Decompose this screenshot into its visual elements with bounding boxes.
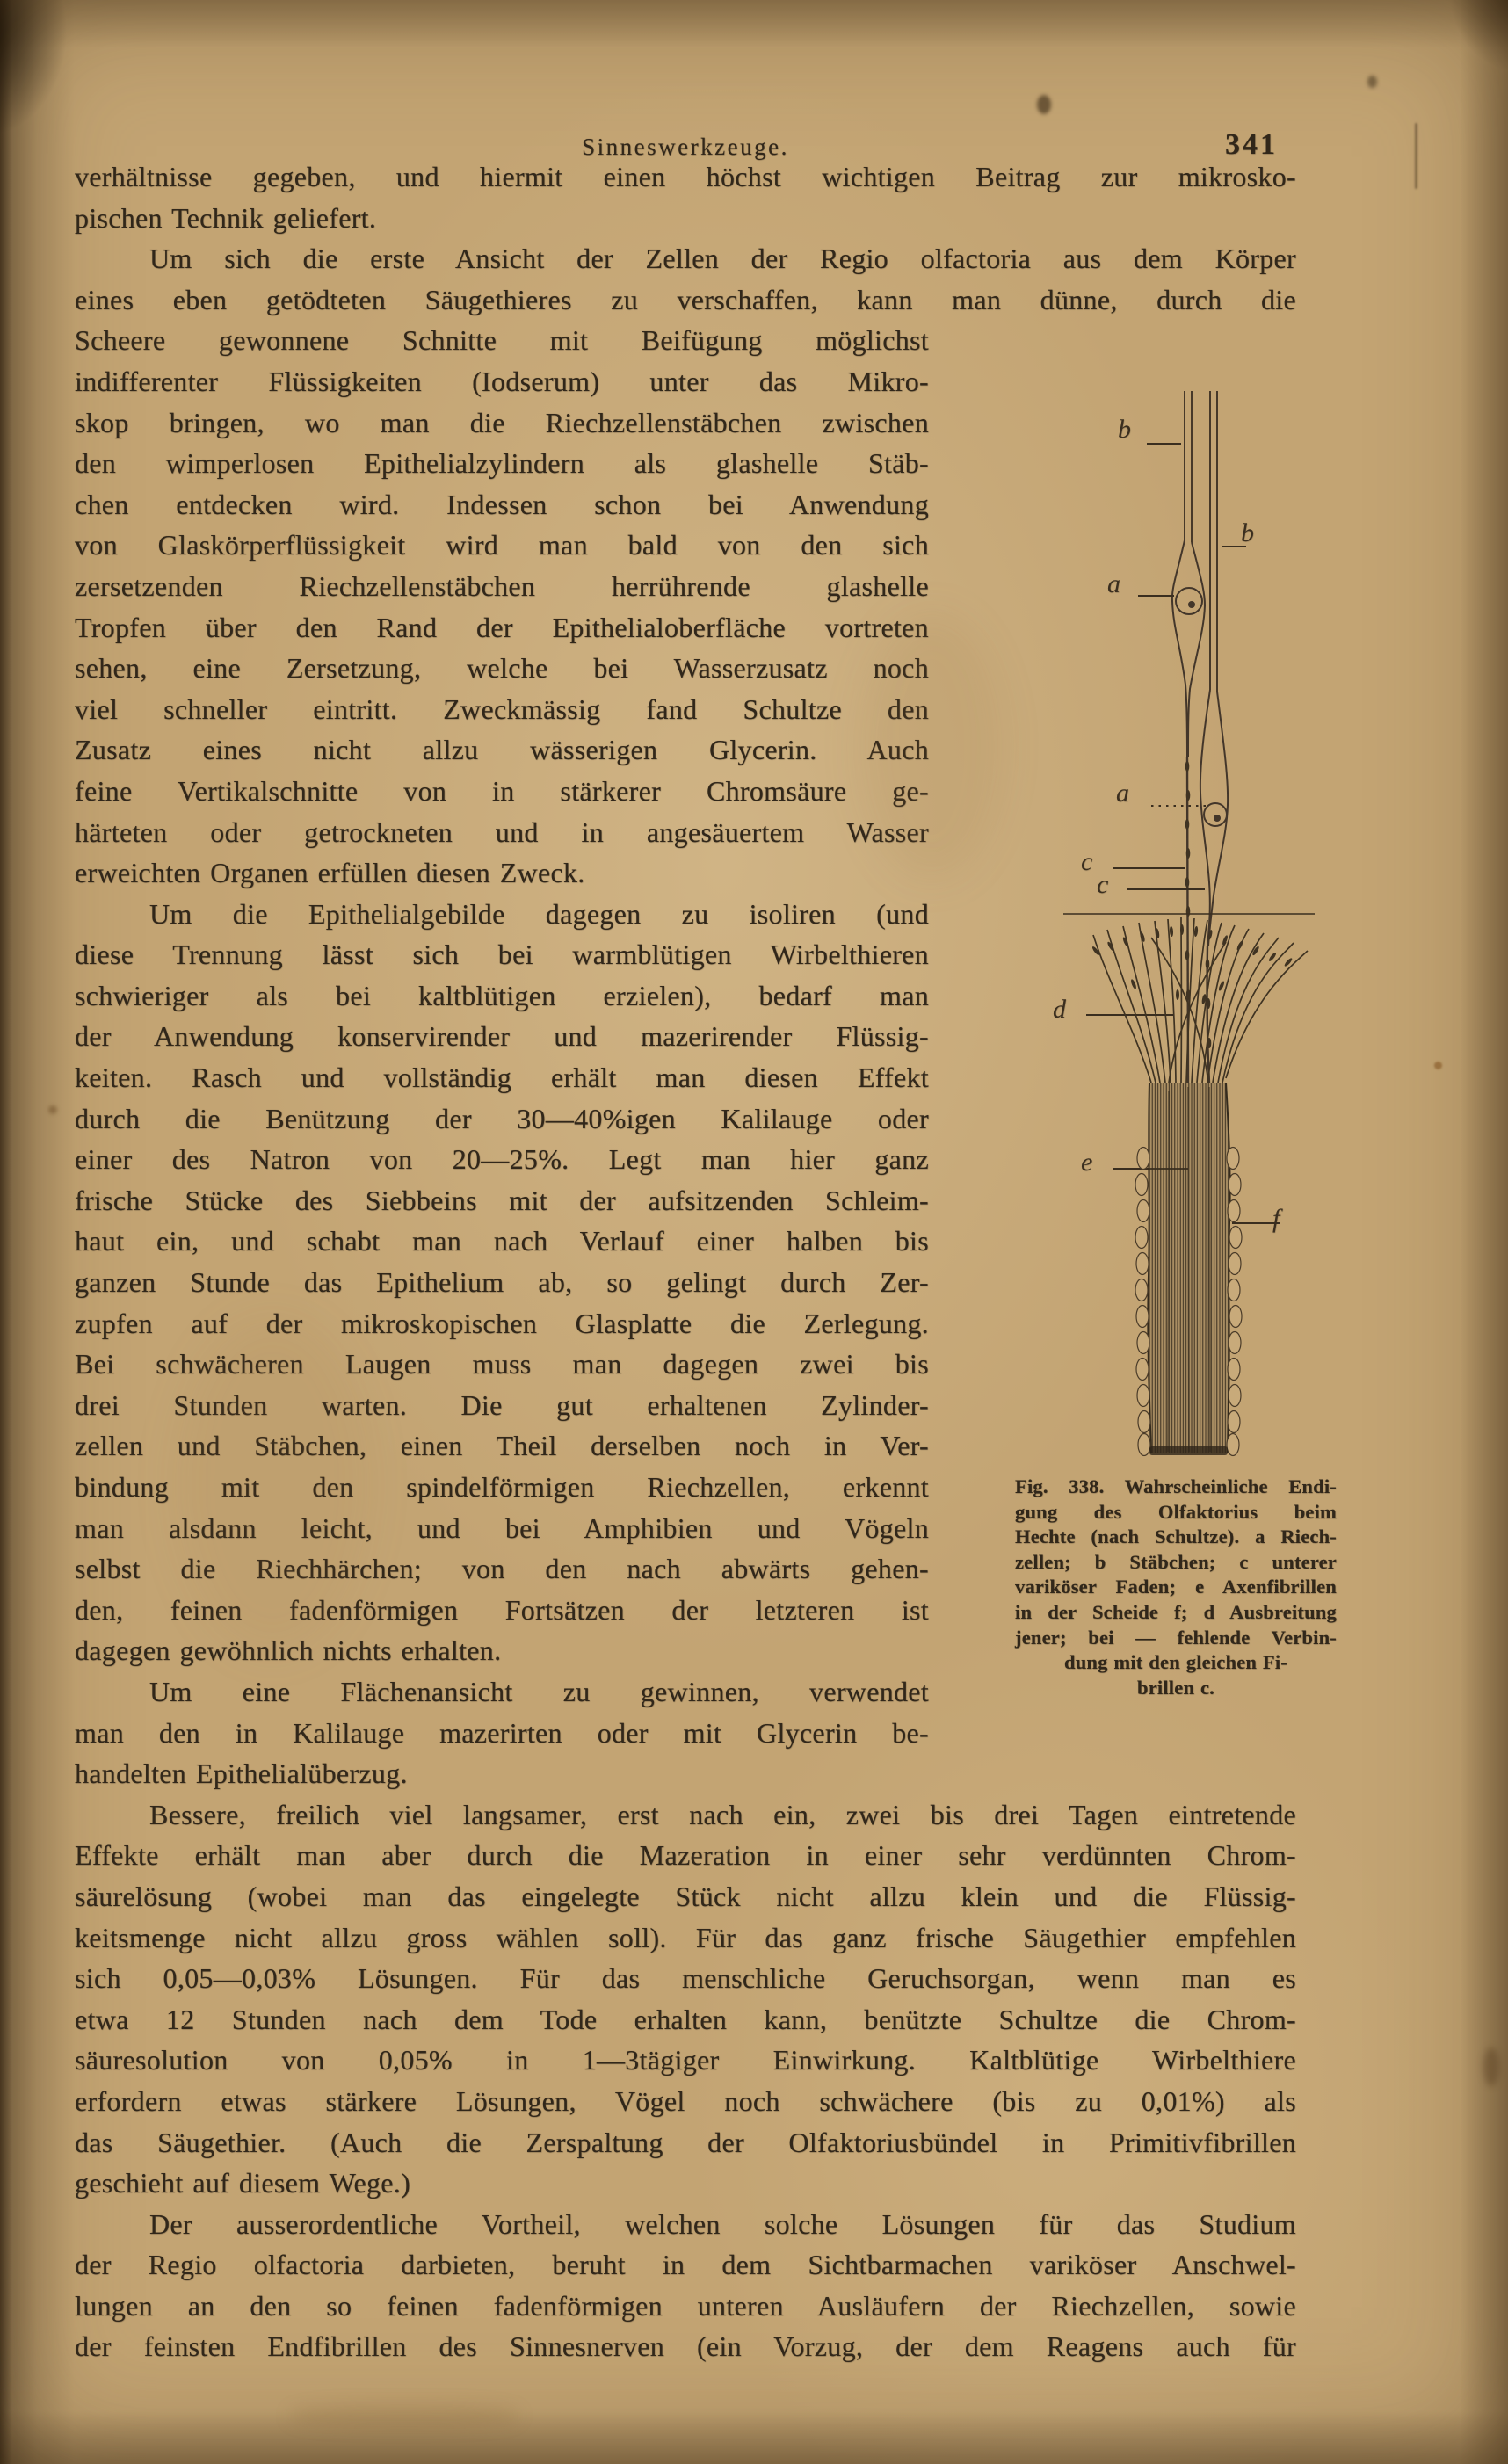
text-line: Der ausserordentliche Vortheil, welchen solche Lösungen für das Studium [149, 2207, 1296, 2240]
figure-label-f: f [1272, 1204, 1280, 1233]
text-line: ganzen Stunde das Epithelium ab, so gelingt durch Zer- [75, 1266, 929, 1299]
text-line: verhältnisse gegeben, und hiermit einen höchst wichtigen Beitrag zur mikrosko- [75, 161, 1296, 192]
text-line: sich 0,05—0,03% Lösungen. Für das menschliche Geruchsorgan, wenn man es [75, 1962, 1296, 1995]
text-line: einer des Natron von 20—25%. Legt man hier ganz [75, 1143, 929, 1176]
paper-stain [1037, 95, 1051, 114]
text-line: härteten oder getrockneten und in angesäuertem Wasser [75, 815, 929, 848]
text-line: dung mit den gleichen Fi- [1063, 1651, 1288, 1674]
text-line: sehen, eine Zersetzung, welche bei Wasserzusatz noch [75, 652, 929, 685]
text-line: Um die Epithelialgebilde dagegen zu isoliren (und [149, 897, 929, 930]
text-line: säurelösung (wobei man das eingelegte Stück nicht allzu klein und die Flüssig- [75, 1880, 1296, 1912]
text-line: bindung mit den spindelförmigen Riechzellen, erkennt [75, 1471, 929, 1503]
text-line: man alsdann leicht, und bei Amphibien und Vögeln [75, 1511, 929, 1544]
paper-crease [1415, 123, 1417, 189]
text-line: erweichten Organen erfüllen diesen Zweck. [75, 857, 585, 889]
paper-stain [48, 1105, 57, 1114]
text-line: keitsmenge nicht allzu gross wählen soll). Für das ganz frische Säugethier empfehlen [75, 1921, 1296, 1953]
paper-stain [1434, 1062, 1442, 1069]
text-line: haut ein, und schabt man nach Verlauf einer halben bis [75, 1225, 929, 1257]
text-line: handelten Epithelialüberzug. [75, 1757, 408, 1790]
text-line: Bessere, freilich viel langsamer, erst nach ein, zwei bis drei Tagen eintretende [149, 1798, 1296, 1830]
text-line: zupfen auf der mikroskopischen Glasplatte die Zerlegung. [75, 1307, 929, 1339]
text-line: Um sich die erste Ansicht der Zellen der Regio olfactoria aus dem Körper [149, 243, 1296, 275]
figure-caption [1015, 1475, 1337, 1700]
text-line: Hechte (nach Schultze). a Riech- [1015, 1526, 1337, 1548]
text-line: erfordern etwas stärkere Lösungen, Vögel noch schwächere (bis zu 0,01%) als [75, 2084, 1296, 2117]
paper-stain [290, 2404, 518, 2427]
figure-label-a-lower: a [1116, 779, 1129, 808]
page-title: Sinneswerkzeuge. [582, 134, 789, 160]
text-line: eines eben getödteten Säugethieres zu verschaffen, kann man dünne, durch die [75, 283, 1296, 315]
text-line: frische Stücke des Siebbeins mit der aufsitzenden Schleim- [75, 1184, 929, 1216]
text-line: skop bringen, wo man die Riechzellenstäbchen zwischen [75, 406, 929, 438]
text-line: man den in Kalilauge mazerirten oder mit Glycerin be- [75, 1716, 929, 1749]
text-line: etwa 12 Stunden nach dem Tode erhalten kann, benützte Schultze die Chrom- [75, 2003, 1296, 2035]
text-line: Scheere gewonnene Schnitte mit Beifügung möglichst [75, 324, 929, 357]
figure-illustration [1002, 380, 1388, 1469]
text-line: den wimperlosen Epithelialzylindern als glashelle Stäb- [75, 447, 929, 480]
text-line: jener; bei — fehlende Verbin- [1015, 1626, 1337, 1649]
text-line: Fig. 338. Wahrscheinliche Endi- [1015, 1475, 1337, 1497]
text-block-top [75, 156, 1296, 320]
text-line: feine Vertikalschnitte von in stärkerer Chromsäure ge- [75, 774, 929, 807]
figure [1002, 380, 1388, 1469]
text-line: Tropfen über den Rand der Epithelialoberfläche vortreten [75, 611, 929, 643]
figure-label-a-upper: a [1107, 569, 1120, 598]
text-line: variköser Faden; e Axenfibrillen [1015, 1576, 1337, 1598]
text-line: brillen c. [1137, 1676, 1214, 1699]
text-line: selbst die Riechhärchen; von den nach abwärts gehen- [75, 1553, 929, 1585]
text-line: schwieriger als bei kaltblütigen erzielen), bedarf man [75, 979, 929, 1011]
text-line: indifferenter Flüssigkeiten (Iodserum) unter das Mikro- [75, 365, 929, 397]
text-line: lungen an den so feinen fadenförmigen unteren Ausläufern der Riechzellen, sowie [75, 2289, 1296, 2322]
text-line: geschieht auf diesem Wege.) [75, 2167, 411, 2199]
paper-stain [1483, 2047, 1499, 2086]
text-line: keiten. Rasch und vollständig erhält man diesen Effekt [75, 1062, 929, 1094]
text-line: der feinsten Endfibrillen des Sinnesnerven (ein Vorzug, der dem Reagens auch für [75, 2330, 1296, 2363]
text-line: den, feinen fadenförmigen Fortsätzen der letzteren ist [75, 1593, 929, 1626]
text-line: gung des Olfaktorius beim [1015, 1500, 1337, 1523]
text-line: in der Scheide f; d Ausbreitung [1015, 1600, 1337, 1623]
figure-label-c-upper: c [1081, 847, 1093, 876]
text-line: säuresolution von 0,05% in 1—3tägiger Einwirkung. Kaltblütige Wirbelthiere [75, 2044, 1296, 2076]
text-line: Bei schwächeren Laugen muss man dagegen zwei bis [75, 1348, 929, 1381]
text-line: Zusatz eines nicht allzu wässerigen Glycerin. Auch [75, 734, 929, 766]
text-block-narrow [75, 320, 929, 1794]
figure-label-d: d [1053, 995, 1066, 1024]
figure-label-b-left: b [1118, 415, 1131, 444]
text-line: viel schneller eintritt. Zweckmässig fand Schultze den [75, 692, 929, 725]
text-line: drei Stunden warten. Die gut erhaltenen Zylinder- [75, 1388, 929, 1421]
text-line: von Glaskörperflüssigkeit wird man bald von den sich [75, 529, 929, 562]
text-line: Effekte erhält man aber durch die Mazeration in einer sehr verdünnten Chrom- [75, 1839, 1296, 1872]
page-number: 341 [1225, 128, 1278, 161]
text-line: zellen und Stäbchen, einen Theil derselben noch in Ver- [75, 1430, 929, 1462]
paper-stain [1367, 76, 1377, 88]
text-line: der Anwendung konservirender und mazerirender Flüssig- [75, 1020, 929, 1053]
text-line: durch die Benützung der 30—40%igen Kalilauge oder [75, 1102, 929, 1134]
text-line: zellen; b Stäbchen; c unterer [1015, 1550, 1337, 1573]
text-line: zersetzenden Riechzellenstäbchen herrührende glashelle [75, 569, 929, 602]
text-line: pischen Technik geliefert. [75, 201, 377, 234]
text-line: chen entdecken wird. Indessen schon bei Anwendung [75, 488, 929, 520]
figure-label-c-lower: c [1097, 870, 1109, 899]
text-block-bottom [75, 1794, 1296, 2367]
figure-label-e: e [1081, 1148, 1093, 1177]
text-line: diese Trennung lässt sich bei warmblütigen Wirbelthieren [75, 938, 929, 971]
text-line: das Säugethier. (Auch die Zerspaltung der Olfaktoriusbündel in Primitivfibrillen [75, 2126, 1296, 2158]
text-line: Um eine Flächenansicht zu gewinnen, verwendet [149, 1675, 929, 1707]
text-line: der Regio olfactoria darbieten, beruht in dem Sichtbarmachen variköser Anschwel- [75, 2249, 1296, 2281]
text-line: dagegen gewöhnlich nichts erhalten. [75, 1634, 502, 1667]
figure-label-b-right: b [1241, 518, 1254, 547]
